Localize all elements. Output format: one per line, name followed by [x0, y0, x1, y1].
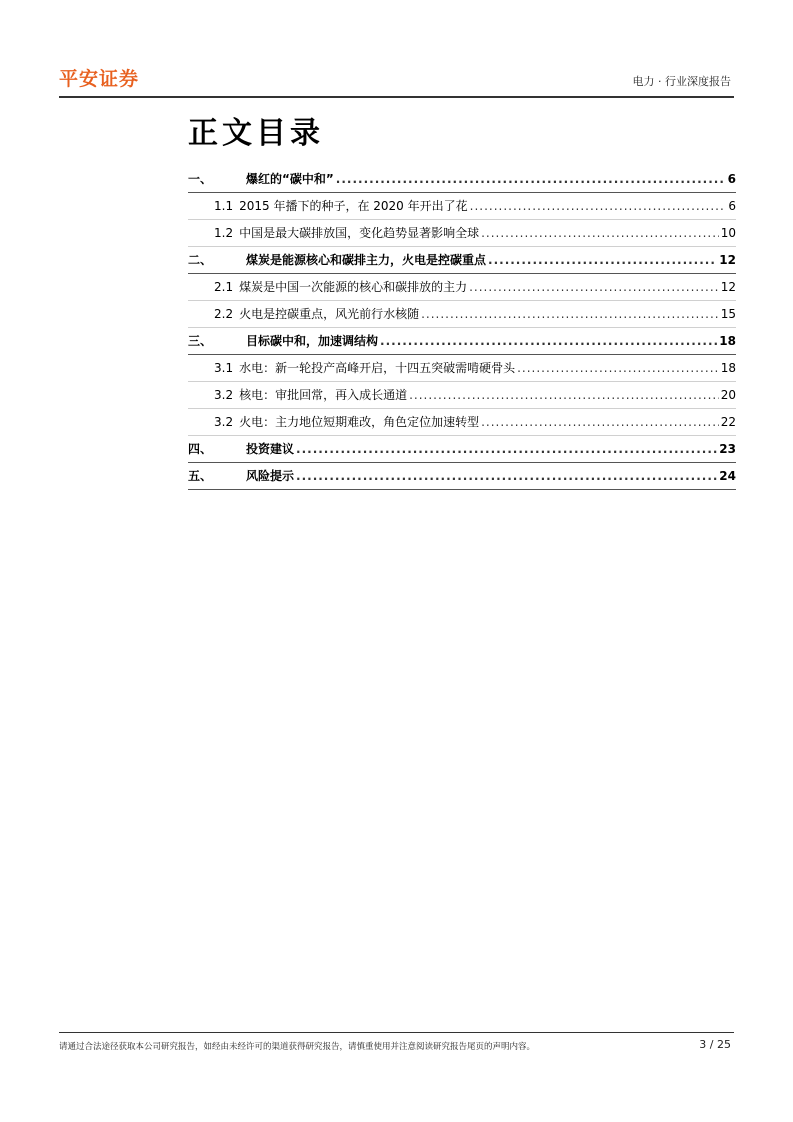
toc-entry[interactable]: [188, 166, 736, 193]
toc-entry-page: 18: [720, 361, 736, 375]
toc-entry-page: 6: [727, 172, 736, 186]
toc-entry-number: 2.2: [214, 307, 234, 321]
toc-entry-title: 煤炭是中国一次能源的核心和碳排放的主力: [239, 280, 468, 294]
toc-entry[interactable]: [188, 193, 736, 220]
toc-entry-number: 3.2: [214, 388, 234, 402]
toc-entry[interactable]: [188, 355, 736, 382]
toc-leader-dots: [517, 355, 719, 381]
header-divider: [59, 96, 734, 98]
toc-entry-page: 24: [719, 469, 736, 483]
toc-entry[interactable]: [188, 220, 736, 247]
toc-entry-page: 12: [720, 280, 736, 294]
toc-leader-dots: [336, 166, 726, 192]
toc-entry-page: 6: [728, 199, 736, 213]
toc-entry-page: 15: [720, 307, 736, 321]
toc-entry[interactable]: [188, 274, 736, 301]
page-indicator: 3 / 25: [699, 1038, 731, 1051]
toc-entry-title: 2015 年播下的种子，在 2020 年开出了花: [239, 199, 468, 213]
toc-leader-dots: [481, 409, 719, 435]
toc-entry[interactable]: [188, 328, 736, 355]
toc-leader-dots: [409, 382, 719, 408]
toc-entry-number: 一、: [188, 172, 213, 186]
toc-entry[interactable]: [188, 382, 736, 409]
toc-entry-page: 10: [720, 226, 736, 240]
toc-entry[interactable]: [188, 436, 736, 463]
toc-entry-title: 火电是控碳重点，风光前行水核随: [239, 307, 420, 321]
toc-entry-title: 风险提示: [246, 469, 295, 483]
toc-leader-dots: [296, 436, 717, 462]
toc-entry-number: 五、: [188, 469, 213, 483]
toc-entry-title: 水电：新一轮投产高峰开启，十四五突破需啃硬骨头: [239, 361, 516, 375]
toc-entry-title: 目标碳中和，加速调结构: [246, 334, 379, 348]
toc-leader-dots: [296, 463, 717, 489]
toc-entry-page: 20: [720, 388, 736, 402]
toc-entry-page: 12: [719, 253, 736, 267]
toc-leader-dots: [470, 193, 727, 219]
toc-entry-title: 投资建议: [246, 442, 295, 456]
footer-disclaimer: 请通过合法途径获取本公司研究报告，如经由未经许可的渠道获得研究报告，请慎重使用并注意阅读研究报告尾页的声明内容。: [59, 1042, 536, 1052]
toc-leader-dots: [421, 301, 719, 327]
toc-entry-page: 18: [719, 334, 736, 348]
toc-entry-title: 核电：审批回常，再入成长通道: [239, 388, 408, 402]
report-category: 电力 · 行业深度报告: [632, 75, 731, 88]
footer-divider: [59, 1032, 734, 1033]
toc-entry-number: 2.1: [214, 280, 234, 294]
toc-entry-page: 22: [720, 415, 736, 429]
toc-entry-title: 煤炭是能源核心和碳排主力，火电是控碳重点: [246, 253, 487, 267]
table-of-contents: [188, 166, 736, 490]
toc-entry-page: 23: [719, 442, 736, 456]
toc-leader-dots: [481, 220, 719, 246]
toc-entry-number: 1.2: [214, 226, 234, 240]
page-title: 正文目录: [188, 116, 324, 151]
toc-leader-dots: [380, 328, 717, 354]
toc-leader-dots: [488, 247, 717, 273]
toc-entry-number: 1.1: [214, 199, 234, 213]
toc-entry[interactable]: [188, 463, 736, 490]
company-logo: 平安证券: [59, 68, 140, 90]
toc-entry-title: 中国是最大碳排放国，变化趋势显著影响全球: [239, 226, 480, 240]
toc-entry-number: 3.1: [214, 361, 234, 375]
toc-entry-number: 二、: [188, 253, 213, 267]
toc-entry-number: 四、: [188, 442, 213, 456]
toc-entry-number: 3.2: [214, 415, 234, 429]
toc-entry[interactable]: [188, 247, 736, 274]
toc-entry-title: 爆红的“碳中和”: [246, 172, 334, 186]
toc-leader-dots: [469, 274, 719, 300]
toc-entry-title: 火电：主力地位短期难改，角色定位加速转型: [239, 415, 480, 429]
toc-entry-number: 三、: [188, 334, 213, 348]
toc-entry[interactable]: [188, 409, 736, 436]
toc-entry[interactable]: [188, 301, 736, 328]
